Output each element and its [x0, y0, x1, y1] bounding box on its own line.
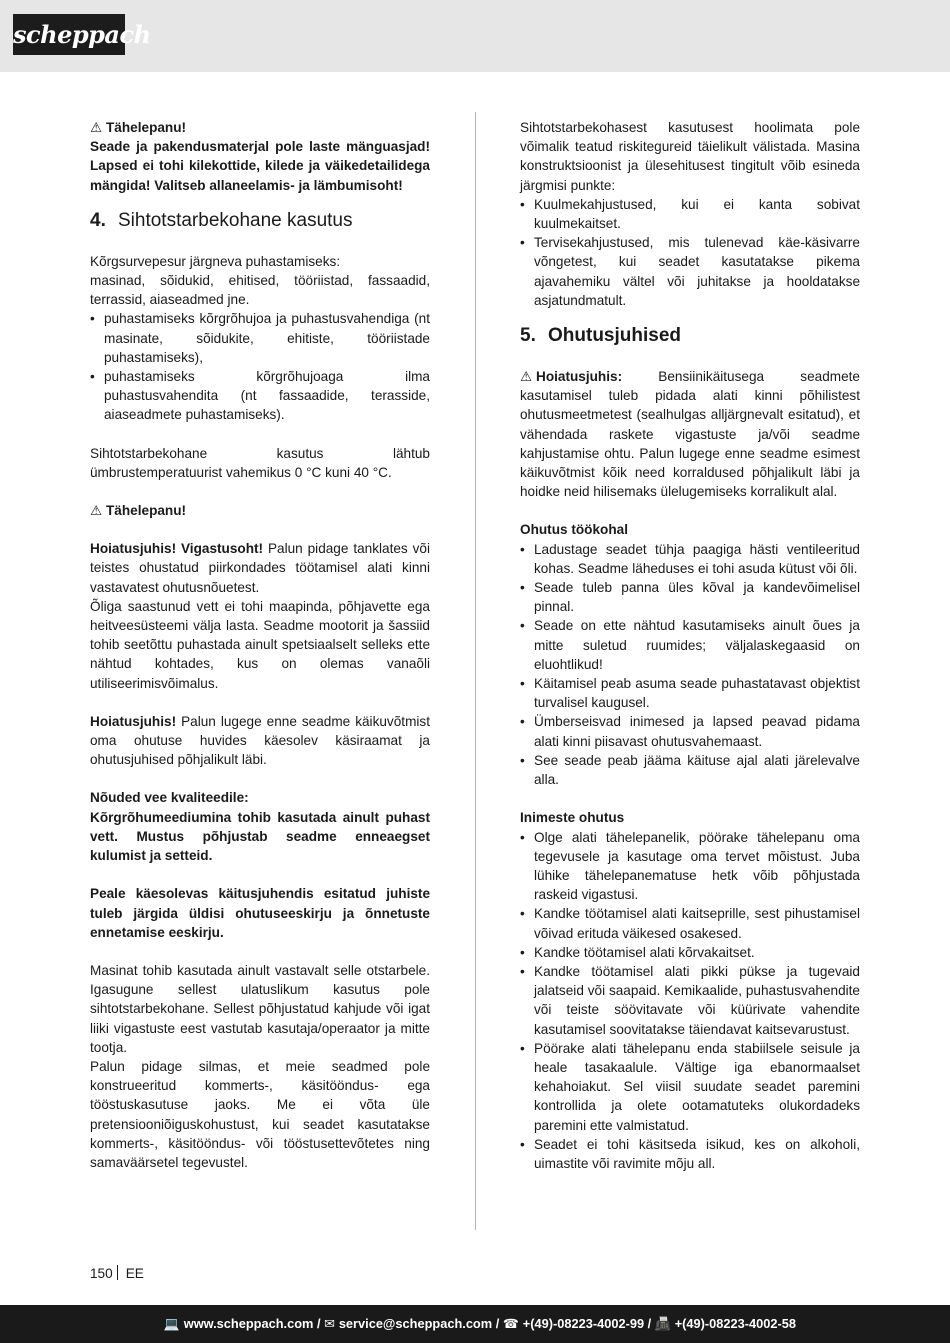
contact-line: 💻 www.scheppach.com / ✉ service@scheppach.com / ☎ +(49)-08223-4002-99 / 📠 +(49)-08223-4002-58	[163, 1316, 796, 1331]
mail-icon: ✉	[324, 1316, 335, 1331]
list-item: • Olge alati tähelepanelik, pöörake tähelepanu oma tegevusele ja kasutage oma tervet mõistust. Juba lühike tähelepanematuse hetk võib põhjustada raskeid vigastusi.	[520, 828, 860, 905]
computer-icon: 💻	[163, 1316, 180, 1331]
oil-water-paragraph: Õliga saastunud vett ei tohi maapinda, põhjavette ega heitveesüsteemi välja lasta. Seadme mootorit ja šassiid tohib seetõttu puhastada ainult spetsiaalselt selleks ette nähtud kohtades, kus on olemas vanaõli utiliseerimisvõimalus.	[90, 598, 430, 691]
left-column	[90, 118, 430, 1172]
list-item: • Kandke töötamisel alati kaitseprille, sest pihustamisel võivad erituda väikesed osakesed.	[520, 904, 860, 942]
scheppach-logo: scheppach	[13, 14, 125, 55]
residual-risks-list	[520, 195, 860, 310]
list-item: • Tervisekahjustused, mis tulenevad käe-käsivarre võngetest, kui seadet kasutatakse pikema ajavahemiku vältel või juhitakse ja hooldatakse asjatundmatult.	[520, 233, 860, 310]
header-band	[0, 0, 950, 72]
safety-regulations-note: Peale käesolevas käitusjuhendis esitatud juhiste tuleb järgida üldisi ohutuseeskirju ja õnnetuste ennetamise eeskirju.	[90, 886, 430, 940]
list-item: • Ladustage seadet tühja paagiga hästi ventileeritud kohas. Seadme läheduses ei tohi asuda kütust või õli.	[520, 540, 860, 578]
personal-safety-list	[520, 828, 860, 1174]
list-item: • Seade on ette nähtud kasutamiseks ainult õues ja mitte suletud ruumides; väljalaskegaasid on eluohtlikud!	[520, 616, 860, 674]
page-footer	[90, 1264, 144, 1283]
commercial-use-paragraph: Palun pidage silmas, et meie seadmed pole konstrueeritud kommerts-, käsitööndus- ega tööstuskasutuse jaoks. Me ei võta üle pretensiooniõiguskohustust, kui seadet kasutatakse kommerts-, käsitööndus- või tööstusettevõtetes ning samaväärsetel tegevustel.	[90, 1058, 430, 1170]
page-separator	[117, 1265, 118, 1280]
section-5-heading: 5. Ohutusjuhised	[520, 325, 681, 347]
list-item: • Kandke töötamisel alati kõrvakaitset.	[520, 943, 860, 962]
fax-number: +(49)-08223-4002-58	[674, 1316, 796, 1331]
list-item: • Seade tuleb panna üles kõval ja kandevõimelisel pinnal.	[520, 578, 860, 616]
contact-footer	[0, 1305, 950, 1343]
warning-triangle-icon: ⚠	[520, 369, 533, 385]
list-item: • See seade peab jääma käituse ajal alati järelevalve alla.	[520, 751, 860, 789]
page-number: 150	[90, 1266, 113, 1281]
list-item: • puhastamiseks kõrgrõhujoa ja puhastusvahendiga (nt masinate, sõidukite, ehitiste, tööriistade puhastamiseks),	[90, 309, 430, 367]
intended-use-list	[90, 309, 430, 424]
phone-number: +(49)-08223-4002-99	[522, 1316, 645, 1331]
phone-icon: ☎	[502, 1316, 519, 1331]
usage-liability-paragraph: Masinat tohib kasutada ainult vastavalt selle otstarbele. Igasugune sellest ulatuslikum kasutus pole sihtotstarbekohane. Sellest põhjustatud kahjude või igat liiki vigastuste eest vastutab kasutaja/operaator ja mitte tootja.	[90, 962, 430, 1055]
petrol-safety-warning: ⚠ Hoiatusjuhis: Bensiinikäitusega seadmete kasutamisel tuleb pidada alati kinni põhilistest ohutusmeetmetest (sealhulgas alljärgnevalt esitatud), et vähendada raskete vigastuste ja/või seadme kahjustamise ohtu. Palun lugege enne seadme esimest käikuvõtmist kõik need korraldused põhjalikult läbi ja hoidke neid hilisemaks ülelugemiseks korralikult alal.	[520, 369, 860, 500]
warning-triangle-icon: ⚠	[90, 120, 103, 135]
list-item: • Pöörake alati tähelepanu enda stabiilsele seisule ja heale tasakaalule. Vältige iga ebanormaalset kehahoiakut. Sel viisil suudate seadet paremini kontrollida ja olete ootamatuteks olukordadeks paremini ette valmistatud.	[520, 1039, 860, 1135]
column-divider	[475, 112, 476, 1230]
residual-risks-intro: Sihtotstarbekohasest kasutusest hoolimata pole võimalik teatud riskitegureid täielikult välistada. Masina konstruktsioonist ja ülesehitusest tingitult võib esineda järgmisi punkte:	[520, 120, 860, 193]
intended-use-intro: Kõrgsurvepesur järgneva puhastamiseks:	[90, 253, 341, 269]
section-4-heading: 4. Sihtotstarbekohane kasutus	[90, 209, 353, 231]
personal-safety-title: Inimeste ohutus	[520, 810, 625, 826]
read-manual-warning: Hoiatusjuhis! Palun lugege enne seadme käikuvõtmist oma ohutuse huvides käesolev käsiraamat ja ohutusjuhised põhjalikult läbi.	[90, 713, 430, 768]
list-item: • Kandke töötamisel alati pikki pükse ja tugevaid jalatseid või saapaid. Kemikaalide, puhastusvahendite või teiste söövitavate või küürivate vahendite kasutamisel soovitatakse täiendavat kaitsevarustust.	[520, 962, 860, 1039]
right-column	[520, 118, 860, 1173]
list-item: • Käitamisel peab asuma seade puhastatavast objektist turvalisel kaugusel.	[520, 674, 860, 712]
warning-title-toys: ⚠ Tähelepanu!	[90, 118, 430, 137]
email-link[interactable]: service@scheppach.com	[338, 1316, 493, 1331]
list-item: • puhastamiseks kõrgrõhujoaga ilma puhastusvahendita (nt fassaadide, terasside, aiaseadmete puhastamiseks).	[90, 367, 430, 425]
workplace-safety-title: Ohutus töökohal	[520, 522, 628, 538]
list-item: • Ümberseisvad inimesed ja lapsed peavad pidama alati kinni piisavast ohutusvahemaast.	[520, 712, 860, 750]
water-quality-text: Kõrgrõhumeediumina tohib kasutada ainult puhast vett. Mustus põhjustab seadme enneaegset kulumist ja setteid.	[90, 809, 430, 864]
warning-title-attention: ⚠ Tähelepanu!	[90, 501, 430, 520]
warning-triangle-icon: ⚠	[90, 503, 103, 519]
list-item: • Seadet ei tohi käsitseda isikud, kes on alkoholi, uimastite või ravimite mõju all.	[520, 1135, 860, 1173]
intended-use-objects: masinad, sõidukid, ehitised, tööriistad, fassaadid, terrassid, aiaseadmed jne.	[90, 273, 430, 308]
fax-icon: 📠	[654, 1316, 671, 1331]
language-code: EE	[125, 1266, 144, 1281]
list-item: • Kuulmekahjustused, kui ei kanta sobivat kuulmekaitset.	[520, 195, 860, 233]
workplace-safety-list	[520, 540, 860, 790]
temperature-range-text: Sihtotstarbekohane kasutus lähtub ümbrustemperatuurist vahemikus 0 °C kuni 40 °C.	[90, 445, 430, 480]
water-quality-title: Nõuded vee kvaliteedile:	[90, 790, 249, 806]
warning-text-toys: Seade ja pakendusmaterjal pole laste mänguasjad! Lapsed ei tohi kilekottide, kilede ja väikedetailidega mängida! Valitseb allaneelamis- ja lämbumisoht!	[90, 139, 430, 193]
injury-warning-paragraph: Hoiatusjuhis! Vigastusoht! Palun pidage tanklates või teistes ohustatud piirkondades töötamisel alati kinni vastavatest ohutusnõuetest.	[90, 541, 430, 595]
website-link[interactable]: www.scheppach.com	[183, 1316, 314, 1331]
